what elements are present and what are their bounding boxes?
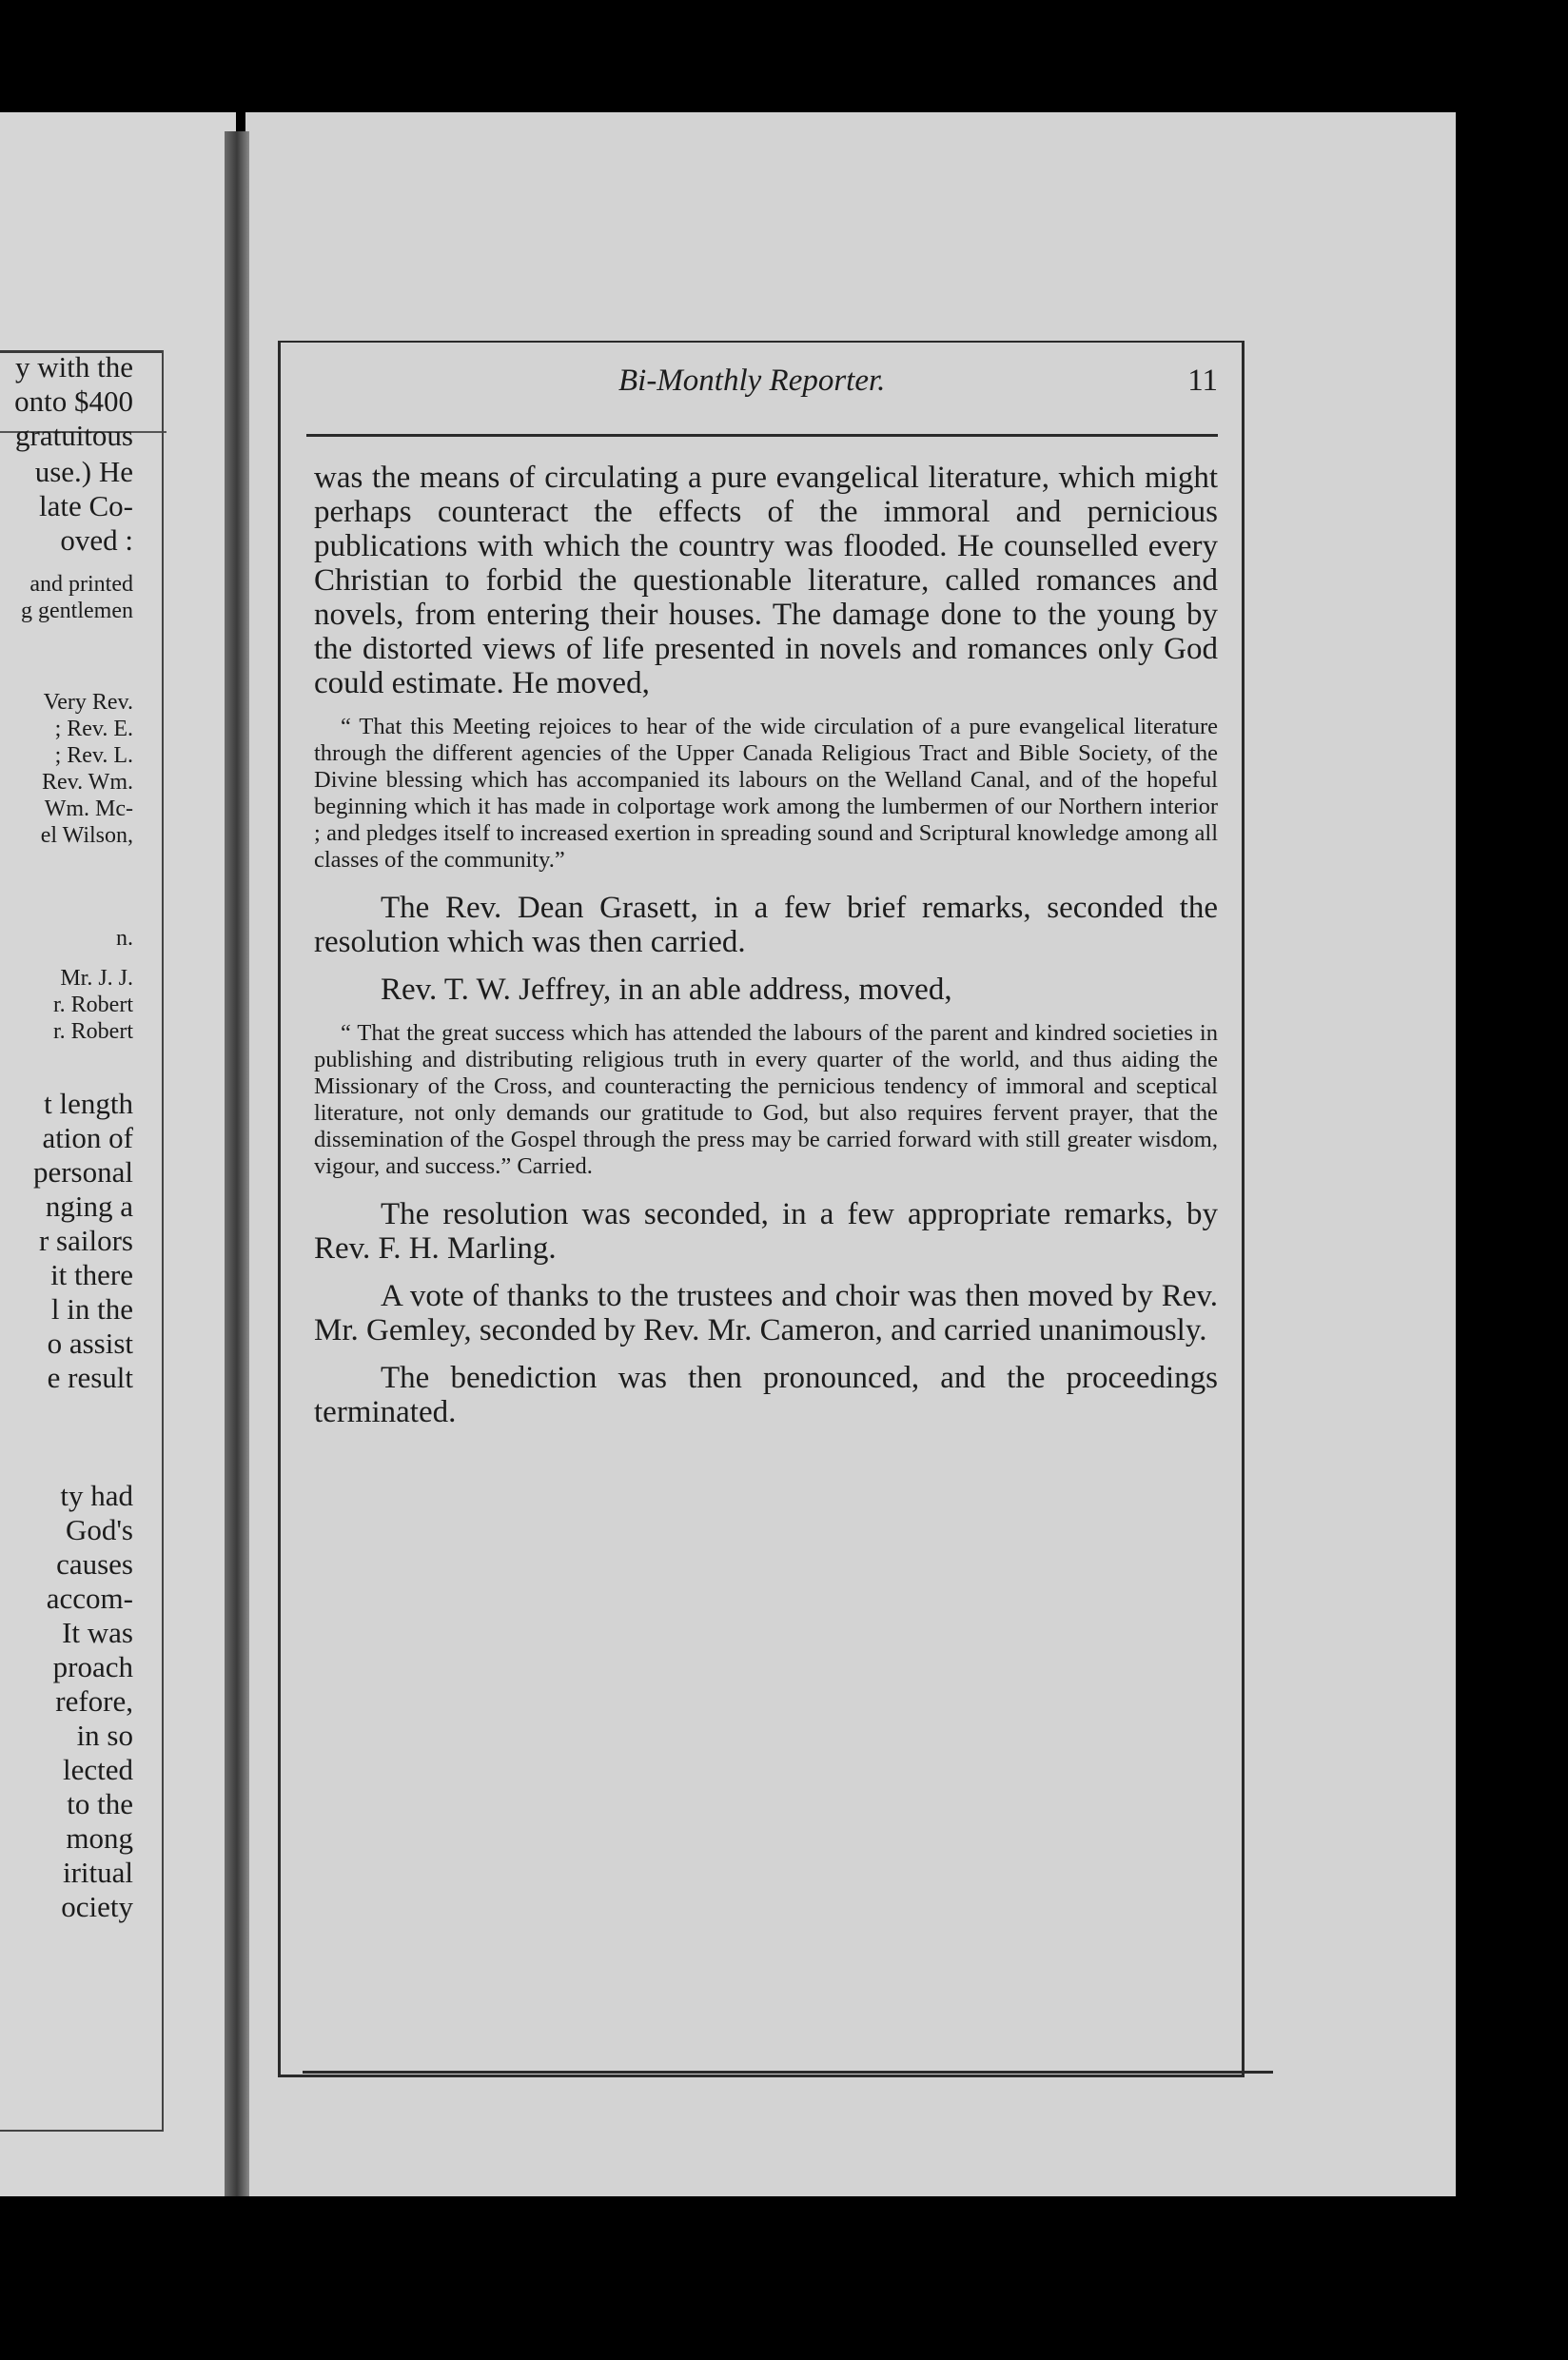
book-spine <box>225 131 249 2196</box>
page-number: 11 <box>1187 364 1218 398</box>
left-page-line: lected <box>62 1753 133 1786</box>
left-page-line: r sailors <box>38 1224 133 1257</box>
left-page-line: r. Robert <box>53 993 133 1017</box>
left-page-line: t length <box>44 1087 133 1120</box>
left-page-line: onto $400 <box>14 384 133 418</box>
left-page-line: iritual <box>62 1856 133 1889</box>
paragraph: A vote of thanks to the trustees and choir was then moved by Rev. Mr. Gemley, seconded by Rev. Mr. Cameron, and carried unanimously. <box>314 1279 1218 1347</box>
left-page-line: and printed <box>29 572 133 597</box>
left-page-line: God's <box>65 1513 133 1546</box>
left-page-line: proach <box>52 1650 133 1683</box>
left-page-line: n. <box>116 926 133 951</box>
previous-page <box>0 112 236 2196</box>
page-border-rule <box>303 2071 1273 2074</box>
article-body <box>314 461 1218 1443</box>
left-page-rule <box>0 2130 164 2132</box>
left-page-line: Very Rev. <box>43 690 133 715</box>
left-page-line: late Co- <box>39 489 133 522</box>
paragraph: Rev. T. W. Jeffrey, in an able address, moved, <box>381 973 952 1007</box>
left-page-line: mong <box>66 1821 133 1855</box>
left-page-line: e result <box>47 1361 133 1394</box>
left-page-line: y with the <box>15 350 133 384</box>
left-page-line: It was <box>62 1616 133 1649</box>
left-page-line: ; Rev. E. <box>54 717 133 741</box>
left-page-line: refore, <box>55 1684 133 1718</box>
left-page-line: personal <box>32 1155 133 1189</box>
left-page-frame <box>162 350 164 2130</box>
left-page-line: accom- <box>46 1582 133 1615</box>
paragraph: The Rev. Dean Grasett, in a few brief remarks, seconded the resolution which was then carried. <box>314 891 1218 959</box>
resolution-quote: “ That the great success which has attended the labours of the parent and kindred societies in publishing and distributing religious truth in every quarter of the world, and thus aiding the Missionary of the Cross, and counteracting the pernicious tendency of immoral and sceptical literature, not only demands our gratitude to God, but also requires fervent prayer, that the dissemination of the Gospel through the press may be carried forward with still greater wisdom, vigour, and success.” Carried. <box>314 1020 1218 1179</box>
left-page-line: ; Rev. L. <box>54 743 133 768</box>
left-page-line: use.) He <box>34 455 133 488</box>
paragraph: The benediction was then pronounced, and the proceedings terminated. <box>314 1361 1218 1429</box>
left-page-line: oved : <box>60 523 133 557</box>
running-header <box>314 364 1218 411</box>
left-page-line: to the <box>67 1787 133 1820</box>
left-page-line: ociety <box>61 1890 133 1923</box>
left-page-line: in so <box>76 1719 133 1752</box>
paragraph: The resolution was seconded, in a few appropriate remarks, by Rev. F. H. Marling. <box>314 1197 1218 1266</box>
resolution-quote: “ That this Meeting rejoices to hear of the wide circulation of a pure evangelical literature through the different agencies of the Upper Canada Religious Tract and Bible Society, of the Divine blessing which has accompanied its labours on the Welland Canal, and of the hopeful beginning which it has made in colportage work among the lumbermen of our Northern interior ; and pledges itself to increased exertion in spreading sound and Scriptural knowledge among all classes of the community.” <box>314 714 1218 873</box>
left-page-line: causes <box>56 1547 133 1581</box>
left-page-line: it there <box>50 1258 133 1291</box>
left-page-line: l in the <box>50 1292 133 1326</box>
left-page-line: r. Robert <box>53 1019 133 1044</box>
running-title: Bi-Monthly Reporter. <box>618 364 886 398</box>
header-rule <box>306 434 1218 437</box>
left-page-line: nging a <box>45 1190 133 1223</box>
paragraph: was the means of circulating a pure evangelical literature, which might perhaps counteract the effects of the immoral and pernicious publications with which the country was flooded. He counselled every Christian to forbid the questionable literature, called romances and novels, from entering their houses. The damage done to the young by the distorted views of life presented in novels and romances only God could estimate. He moved, <box>314 461 1218 700</box>
left-page-line: Mr. J. J. <box>60 966 133 991</box>
left-page-line: el Wilson, <box>40 823 133 848</box>
left-page-line: o assist <box>47 1327 133 1360</box>
left-page-line: Rev. Wm. <box>42 770 133 795</box>
left-page-line: ty had <box>60 1479 133 1512</box>
left-page-line: Wm. Mc- <box>44 796 133 821</box>
left-page-line: g gentlemen <box>21 599 133 623</box>
left-page-line: ation of <box>42 1121 133 1154</box>
left-page-line: gratuitous <box>15 419 133 452</box>
